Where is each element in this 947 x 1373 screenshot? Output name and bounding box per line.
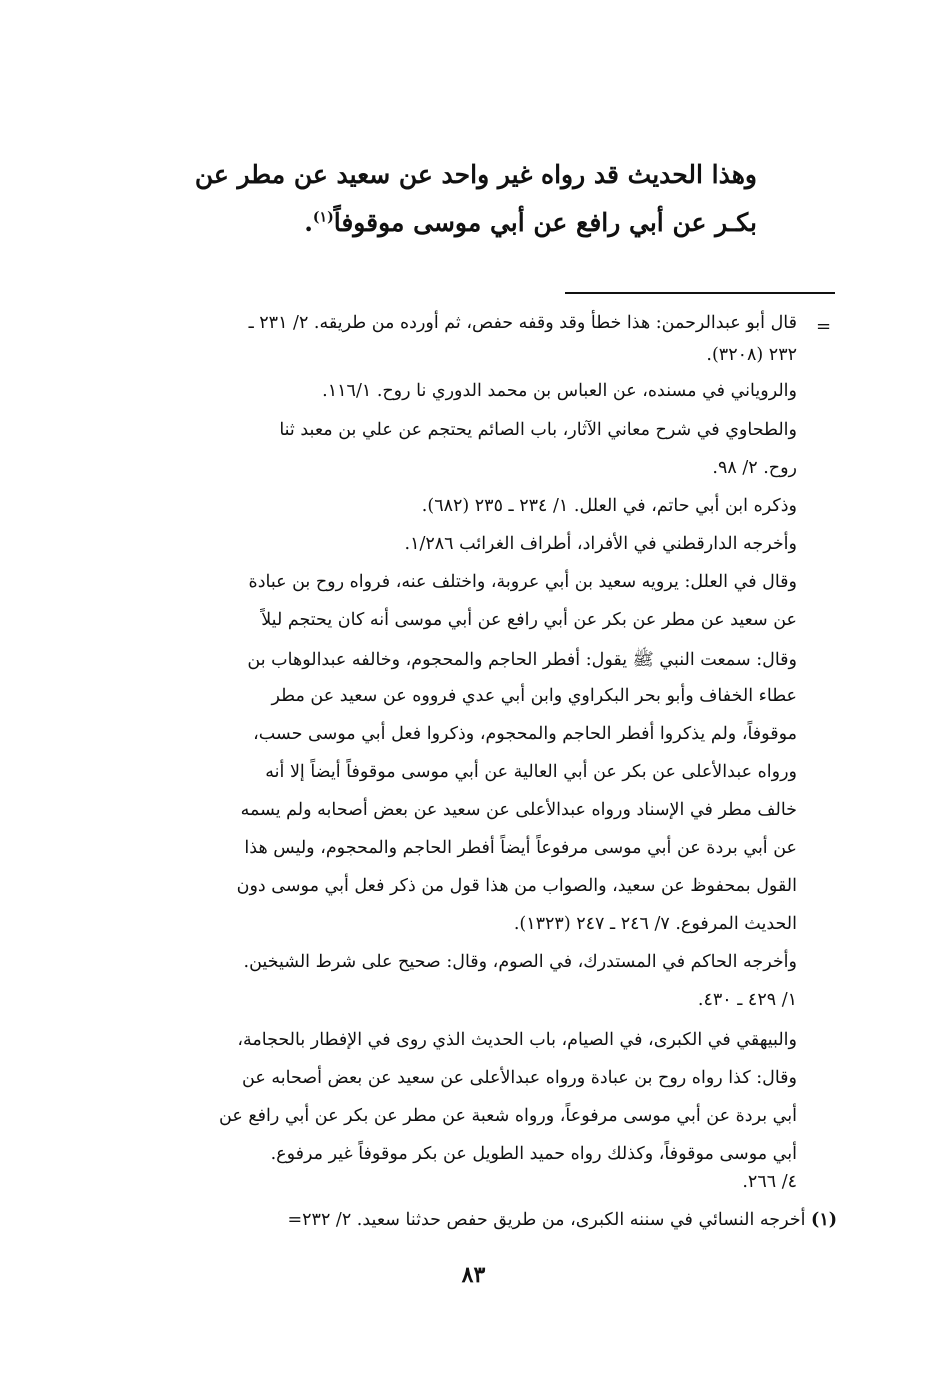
footnote-line: القول بمحفوظ عن سعيد، والصواب من هذا قول من ذكر فعل أبي موسى دون <box>236 876 797 896</box>
footnote-line: وأخرجه الدارقطني في الأفراد، أطراف الغرائب ١/٢٨٦. <box>404 534 797 554</box>
footnote-line: موقوفاً، ولم يذكروا أفطر الحاجم والمحجوم، وذكروا فعل أبي موسى حسب، <box>253 724 797 744</box>
footnote-line: والبيهقي في الكبرى، في الصيام، باب الحديث الذي روى في الإفطار بالحجامة، <box>237 1030 797 1050</box>
footnote-line: قال أبو عبدالرحمن: هذا خطأ وقد وقفه حفص، ثم أورده من طريقه. ٢/ ٢٣١ ـ <box>248 313 797 333</box>
main-text-line-2 <box>304 208 757 237</box>
footnote-line: وأخرجه الحاكم في المستدرك، في الصوم، وقال: صحيح على شرط الشيخين. <box>243 952 797 972</box>
footnote-line: أبي بردة عن أبي موسى مرفوعاً، ورواه شعبة عن مطر عن بكر عن أبي رافع عن <box>219 1106 797 1126</box>
footnote-line: عطاء الخفاف وأبو بحر البكراوي وابن أبي عدي فرووه عن سعيد عن مطر <box>271 686 797 706</box>
footnote-line: ٢٣٢ (٣٢٠٨). <box>706 345 797 365</box>
footnote-line: أبي موسى موقوفاً، وكذلك رواه حميد الطويل عن بكر موقوفاً غير مرفوع. <box>270 1144 797 1164</box>
footnote-1-label: (١) <box>811 1210 837 1230</box>
footnote-1-text: أخرجه النسائي في سننه الكبرى، من طريق حفص حدثنا سعيد. ٢/ ٢٣٢= <box>287 1210 806 1230</box>
page-number: ٨٣ <box>461 1262 486 1288</box>
continuation-marker: = <box>816 316 832 337</box>
main-text-line-1: وهذا الحديث قد رواه غير واحد عن سعيد عن مطر عن <box>194 160 757 189</box>
main-text-line-2-end: . <box>304 208 313 237</box>
footnote-line: خالف مطر في الإسناد ورواه عبدالأعلى عن سعيد عن بعض أصحابه ولم يسمه <box>240 800 797 820</box>
footnote-line: والطحاوي في شرح معاني الآثار، باب الصائم يحتجم عن علي بن معبد ثنا <box>279 420 797 440</box>
footnote-1 <box>287 1210 837 1230</box>
footnote-line: وذكره ابن أبي حاتم، في العلل. ١/ ٢٣٤ ـ ٢٣٥ (٦٨٢). <box>421 496 797 516</box>
footnote-separator-rule <box>565 292 835 294</box>
footnote-line: عن أبي بردة عن أبي موسى مرفوعاً أيضاً أفطر الحاجم والمحجوم، وليس هذا <box>244 838 797 858</box>
footnote-line: عن سعيد عن مطر عن بكر عن أبي رافع عن أبي موسى أنه كان يحتجم ليلاً <box>261 610 797 630</box>
footnote-line: روح. ٢/ ٩٨. <box>712 458 797 478</box>
footnote-line: وقال في العلل: يرويه سعيد بن أبي عروبة، واختلف عنه، فرواه روح بن عبادة <box>248 572 797 592</box>
footnote-line: وقال: سمعت النبي ﷺ يقول: أفطر الحاجم والمحجوم، وخالفه عبدالوهاب بن <box>247 650 797 670</box>
footnote-line: والروياني في مسنده، عن العباس بن محمد الدوري نا روح. ١١٦/١. <box>322 381 797 401</box>
footnote-line: وقال: كذا رواه روح بن عبادة ورواه عبدالأعلى عن سعيد عن بعض أصحابه عن <box>242 1068 797 1088</box>
footnote-line: ٤/ ٢٦٦. <box>742 1172 797 1192</box>
footnote-line: ورواه عبدالأعلى عن بكر عن أبي العالية عن أبي موسى موقوفاً أيضاً إلا أنه <box>265 762 797 782</box>
footnote-reference-mark: (١) <box>312 209 334 226</box>
footnote-line: الحديث المرفوع. ٧/ ٢٤٦ ـ ٢٤٧ (١٣٢٣). <box>513 914 797 934</box>
footnote-line: ١/ ٤٢٩ ـ ٤٣٠. <box>697 990 797 1010</box>
main-text-line-2-body: بكـر عن أبي رافع عن أبي موسى موقوفاً <box>333 208 757 237</box>
